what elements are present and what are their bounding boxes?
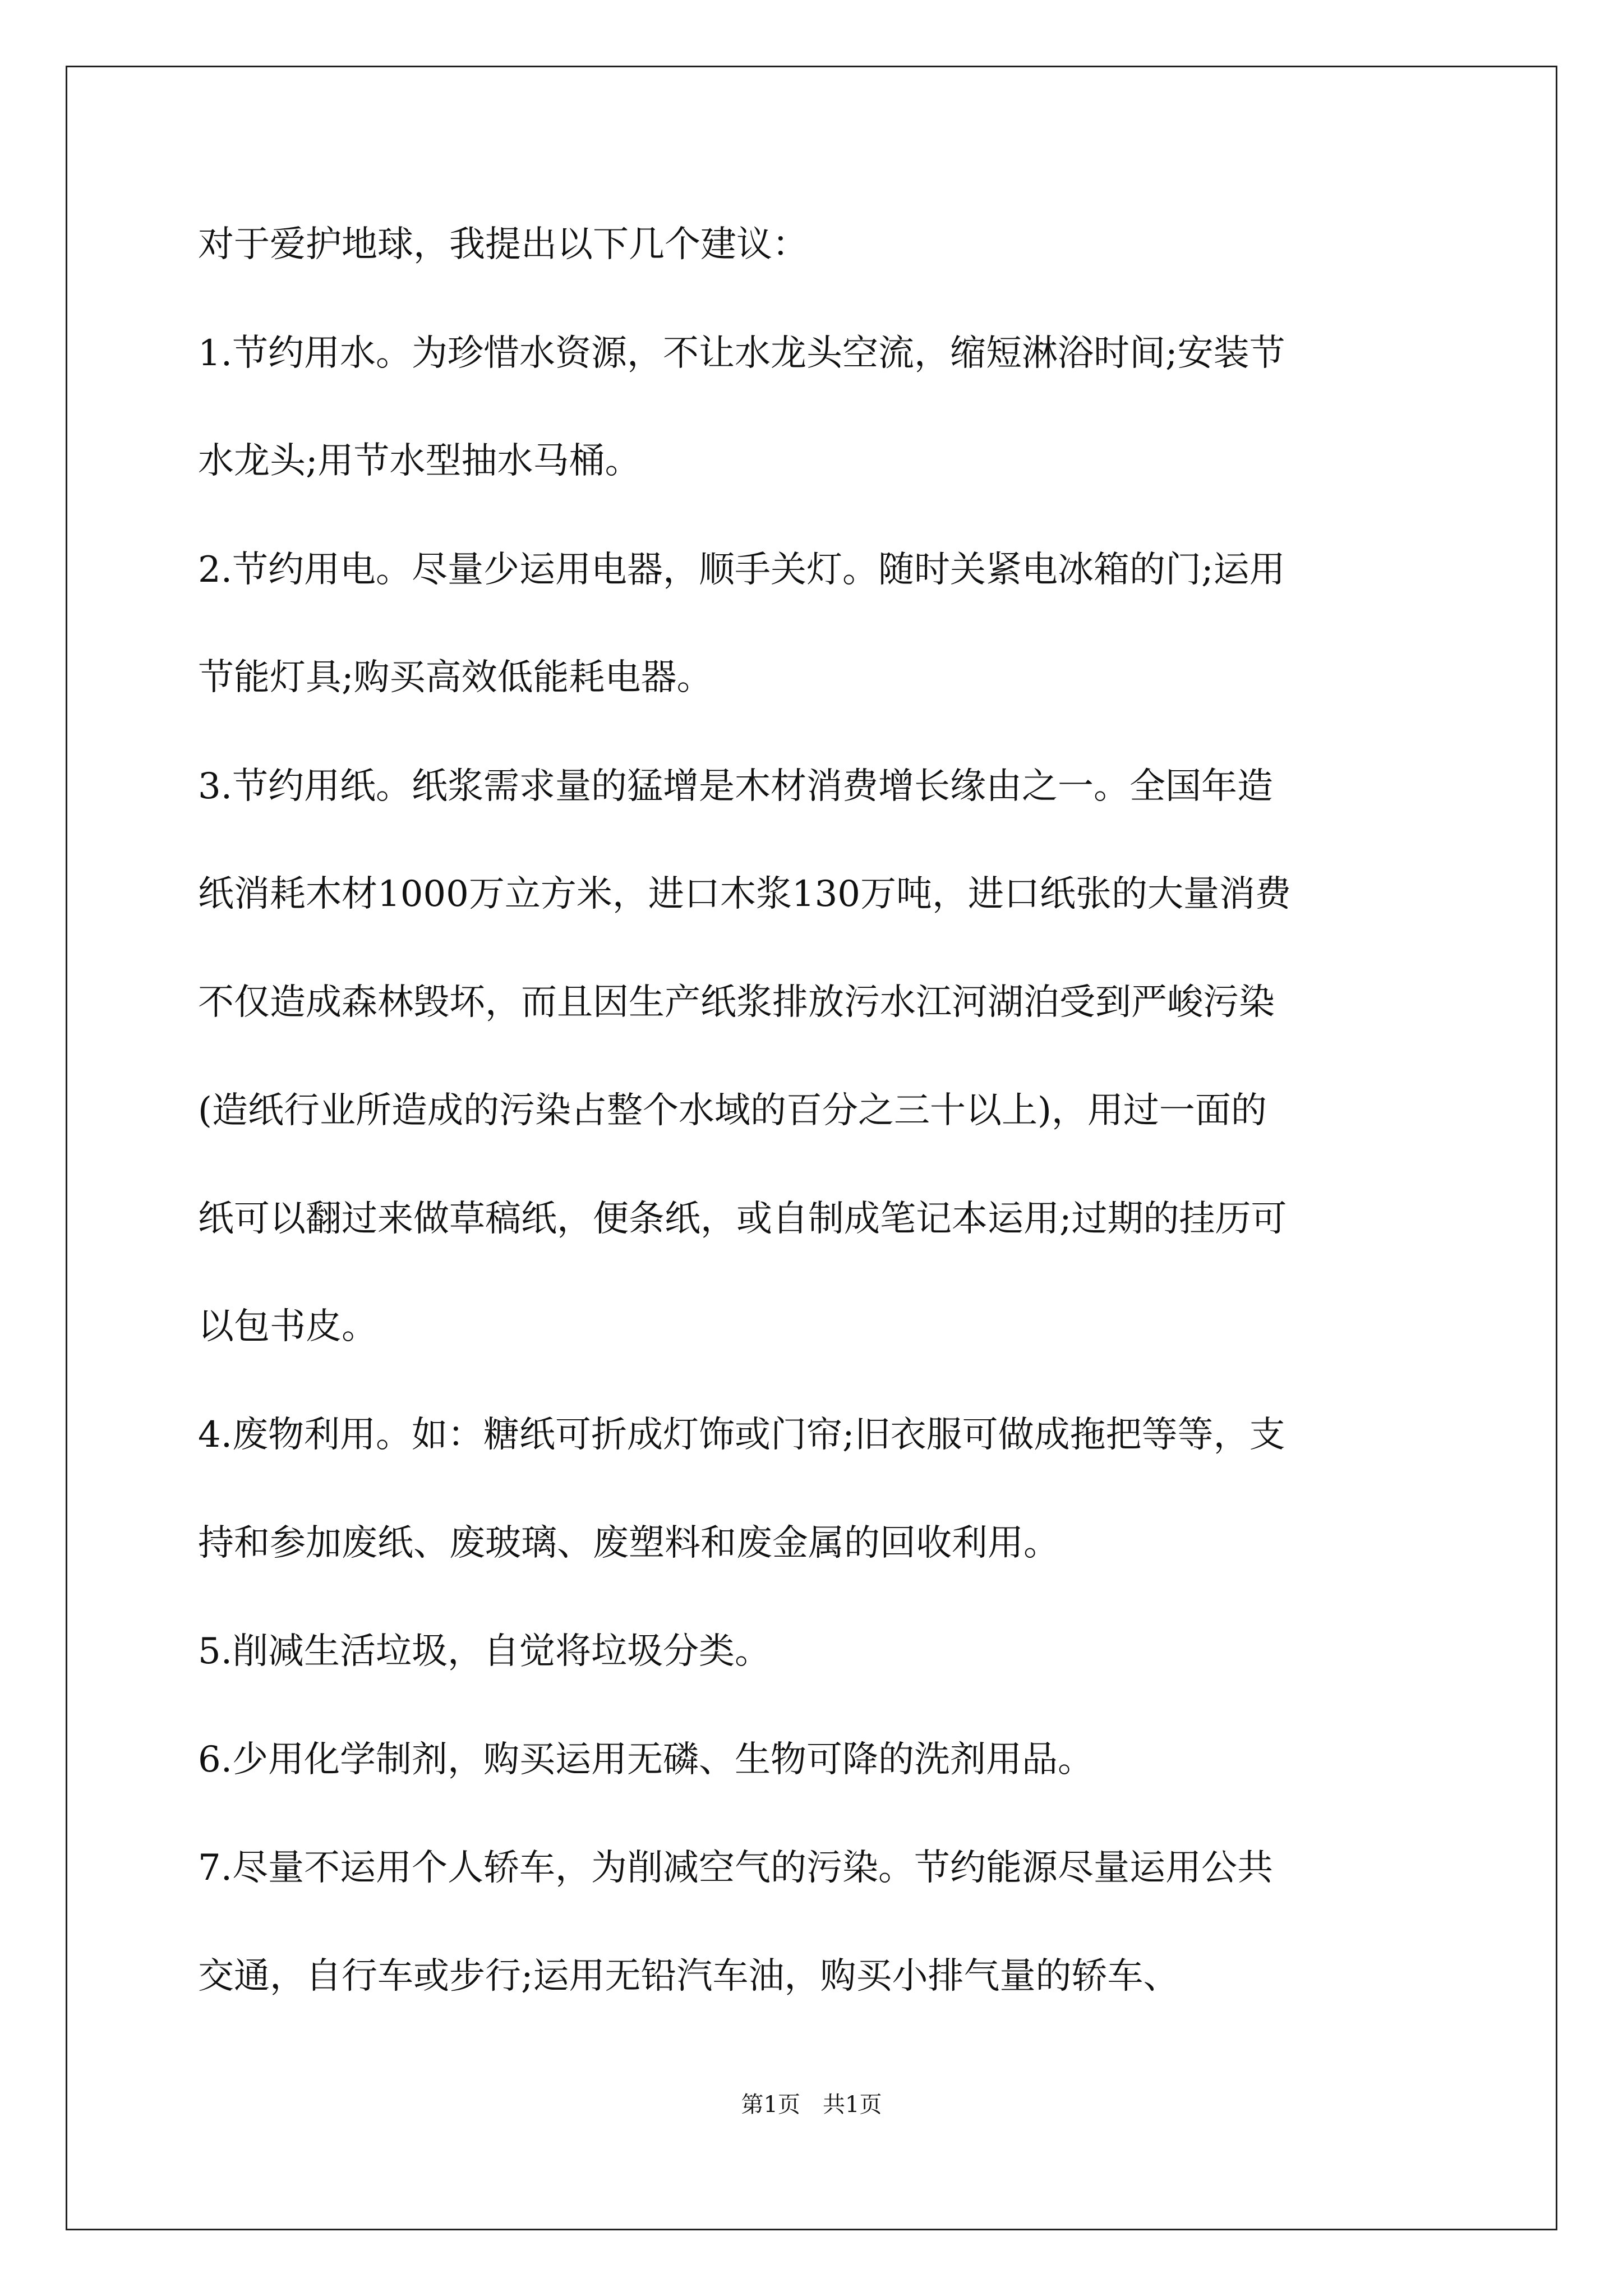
text-line-9: (造纸行业所造成的污染占整个水域的百分之三十以上)，用过一面的	[198, 1090, 1267, 1131]
text-line-13: 持和参加废纸、废玻璃、废塑料和废金属的回收利用。	[198, 1522, 1059, 1564]
text-line-17: 交通，自行车或步行;运用无铅汽车油，购买小排气量的轿车、	[198, 1955, 1179, 1997]
text-line-8: 不仅造成森林毁坏，而且因生产纸浆排放污水江河湖泊受到严峻污染	[198, 982, 1275, 1023]
text-line-6: 3.节约用纸。纸浆需求量的猛增是木材消费增长缘由之一。全国年造	[198, 766, 1274, 807]
text-line-1: 对于爱护地球，我提出以下几个建议：	[198, 224, 808, 265]
text-line-3: 水龙头;用节水型抽水马桶。	[198, 440, 641, 482]
text-line-7: 纸消耗木材1000万立方米，进口木浆130万吨，进口纸张的大量消费	[198, 873, 1292, 915]
text-line-5: 节能灯具;购买高效低能耗电器。	[198, 657, 713, 698]
text-line-16: 7.尽量不运用个人轿车，为削减空气的污染。节约能源尽量运用公共	[198, 1847, 1274, 1889]
text-line-14: 5.削减生活垃圾，自觉将垃圾分类。	[198, 1631, 771, 1672]
text-line-11: 以包书皮。	[198, 1306, 377, 1347]
text-line-15: 6.少用化学制剂，购买运用无磷、生物可降的洗剂用品。	[198, 1739, 1094, 1780]
page-number-footer: 第1页 共1页	[741, 2092, 882, 2118]
text-line-10: 纸可以翻过来做草稿纸，便条纸，或自制成笔记本运用;过期的挂历可	[198, 1198, 1287, 1240]
page-border	[66, 66, 1557, 2230]
text-line-4: 2.节约用电。尽量少运用电器，顺手关灯。随时关紧电冰箱的门;运用	[198, 549, 1285, 591]
text-line-12: 4.废物利用。如：糖纸可折成灯饰或门帘;旧衣服可做成拖把等等，支	[198, 1414, 1285, 1456]
text-line-2: 1.节约用水。为珍惜水资源，不让水龙头空流，缩短淋浴时间;安装节	[198, 333, 1285, 374]
